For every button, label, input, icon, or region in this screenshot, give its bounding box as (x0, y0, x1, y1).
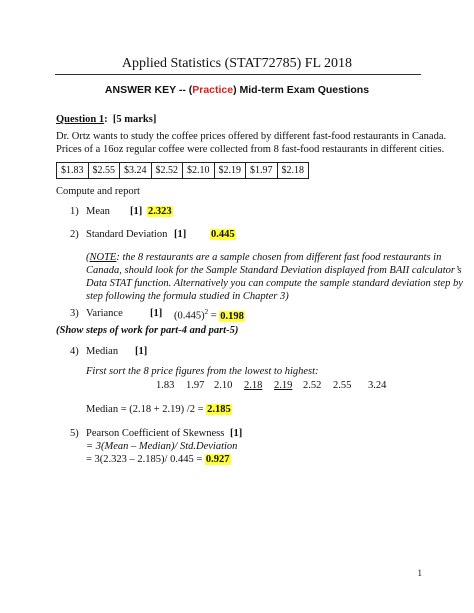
price-cell: $1.83 (57, 163, 89, 179)
variance-calc (174, 308, 245, 322)
note-line-1-text: : the 8 restaurants are a sample chosen from different fast food restaurants in (116, 252, 442, 263)
price-cell: $1.97 (246, 163, 278, 179)
note-line-1 (86, 252, 441, 263)
heading-suffix: ) Mid-term Exam Questions (233, 84, 370, 96)
question-marks: [5 marks] (112, 114, 157, 125)
median-formula-line (86, 404, 232, 415)
mean-mark: [1] (130, 206, 143, 217)
sd-label: Standard Deviation (86, 229, 168, 240)
sorted-value: 2.10 (214, 380, 233, 391)
mean-number: 1) (70, 206, 79, 217)
practice-label: Practice (192, 84, 234, 96)
note-paren: ( (86, 252, 90, 263)
skew-calc-line (86, 454, 231, 465)
sorted-value: 1.97 (186, 380, 205, 391)
price-cell: $2.52 (151, 163, 183, 179)
note-line-4: step following the formula studied in Chapter 3) (86, 291, 289, 302)
question-colon: : (104, 114, 108, 125)
mean-label: Mean (86, 206, 110, 217)
sd-mark: [1] (174, 229, 187, 240)
price-table (56, 162, 309, 179)
question-intro-line-2: Prices of a 16oz regular coffee were collected from 8 fast-food restaurants in different cities. (56, 144, 445, 155)
question-heading (56, 114, 156, 125)
variance-exponent: 2 (204, 308, 209, 316)
variance-answer: 0.198 (220, 310, 244, 322)
sorted-value-middle: 2.18 (244, 380, 263, 391)
skew-number: 5) (70, 428, 79, 439)
variance-mark: [1] (150, 308, 163, 319)
answer-key-heading (0, 84, 474, 96)
sorted-value: 1.83 (156, 380, 175, 391)
heading-prefix: ANSWER KEY -- ( (104, 84, 193, 96)
median-label: Median (86, 346, 119, 357)
median-number: 4) (70, 346, 79, 357)
sd-number: 2) (70, 229, 79, 240)
variance-equals: = (208, 310, 220, 322)
price-cell: $2.19 (214, 163, 246, 179)
sd-answer: 0.445 (211, 229, 235, 240)
note-keyword: NOTE (89, 252, 117, 263)
skew-calc: = 3(2.323 – 2.185)/ 0.445 = (86, 454, 205, 465)
median-mark: [1] (135, 346, 148, 357)
skew-answer: 0.927 (205, 454, 230, 465)
price-cell: $3.24 (120, 163, 152, 179)
sorted-value: 2.55 (333, 380, 352, 391)
sorted-value: 2.52 (303, 380, 322, 391)
sorted-value-middle: 2.19 (274, 380, 293, 391)
question-label: Question 1 (56, 114, 105, 125)
question-intro-line-1: Dr. Ortz wants to study the coffee prices offered by different fast-food restaurants in Canada. (56, 131, 447, 142)
price-cell: $2.18 (277, 163, 309, 179)
note-line-2: Canada, should look for the Sample Standard Deviation displayed from BAII calculator’s (86, 265, 462, 276)
variance-expr: (0.445) (174, 310, 205, 322)
skew-formula: = 3(Mean – Median)/ Std.Deviation (86, 441, 238, 452)
mean-answer: 2.323 (148, 206, 172, 217)
title-rule (55, 74, 421, 75)
median-instruction: First sort the 8 price figures from the lowest to highest: (86, 366, 319, 377)
skew-mark: [1] (230, 428, 243, 439)
show-steps-note: (Show steps of work for part-4 and part-5) (56, 325, 239, 336)
median-answer: 2.185 (207, 404, 231, 415)
variance-label: Variance (86, 308, 123, 319)
price-cell: $2.55 (88, 163, 120, 179)
median-formula: Median = (2.18 + 2.19) /2 = (86, 404, 207, 415)
compute-label: Compute and report (56, 186, 140, 197)
price-cell: $2.10 (183, 163, 215, 179)
note-line-3: Data STAT function. Alternatively you can compute the sample standard deviation step by (86, 278, 463, 289)
document-title: Applied Statistics (STAT72785) FL 2018 (121, 56, 353, 71)
skew-label: Pearson Coefficient of Skewness (86, 428, 225, 439)
variance-number: 3) (70, 308, 79, 319)
sorted-value: 3.24 (368, 380, 387, 391)
page-number: 1 (417, 568, 422, 578)
